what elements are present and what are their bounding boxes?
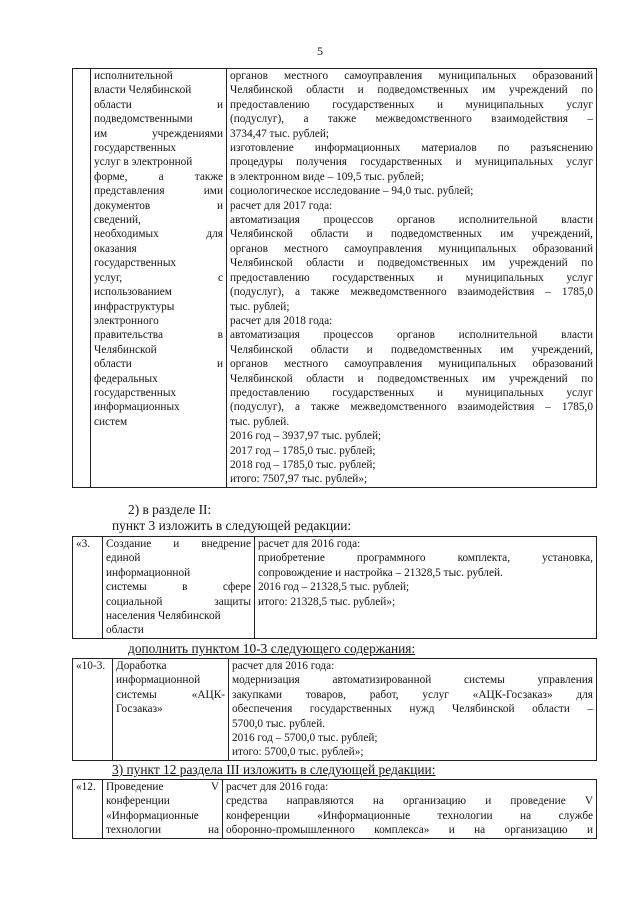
name-line: подведомственными [94,113,193,126]
calc-line: расчет для 2016 года: [226,781,329,793]
calc-line: итого: 5700,0 тыс. рублей»; [232,746,364,759]
table-1 [72,68,597,488]
table-row [73,780,597,839]
table-row [73,659,597,761]
table-4 [72,779,597,839]
table-2 [72,536,597,639]
calc-line: средства направляются на организацию и проведение V [226,795,593,808]
calc-line: органов местного самоуправления муниципальных образований [230,242,593,255]
name-line: Госзаказ» [116,703,163,716]
calc-line: итого: 21328,5 тыс. рублей»; [258,595,396,608]
calc-line: (подуслуг), а также межведомственного взаимодействия – 1785,0 [230,401,593,414]
calc-line: 5700,0 тыс. рублей. [232,717,326,730]
name-line: услуг в электронной [94,156,193,169]
num-cell [73,69,91,488]
name-line: электронного [94,314,159,327]
name-line: сведений, [94,214,141,227]
page-number: 5 [317,44,323,58]
name-line: области [106,624,144,637]
calc-line: предоставлению государственных и муниципальных услуг [230,271,593,284]
name-line: необходимых для [94,228,223,241]
name-line: Создание и внедрение [106,538,251,550]
calc-cell [229,659,597,761]
name-line: им учреждениями [94,127,223,140]
table-row [73,69,597,488]
name-line: единой [106,552,141,565]
name-line: Проведение V [106,781,219,793]
name-line: услуг, с [94,271,223,284]
name-line: использованием [94,286,172,299]
name-line: государственных [94,386,177,399]
add-point-instruction: дополнить пунктом 10-3 следующего содержания: [128,641,416,656]
calc-line: 2018 год – 1785,0 тыс. рублей; [230,458,376,471]
name-line: документов и [94,199,223,212]
calc-line: 2016 год – 21328,5 тыс. рублей; [258,581,410,594]
calc-line: предоставлению государственных и муниципальных услуг [230,98,593,111]
name-line: области и [94,98,223,111]
point-3-instruction: пункт 3 изложить в следующей редакции: [112,518,352,533]
name-cell [103,780,223,839]
calc-line: 2016 год – 5700,0 тыс. рублей; [232,732,378,745]
calc-line: конференции «Информационные технологии на службе [226,809,593,822]
calc-line: автоматизация процессов органов исполнительной власти [230,214,593,227]
name-line: системы в сфере [106,581,251,594]
calc-line: модернизация автоматизированной системы управления [232,674,593,687]
calc-line: расчет для 2016 года: [258,538,361,550]
name-line: населения Челябинской [106,610,221,623]
calc-line: в электронном виде – 109,5 тыс. рублей; [230,170,424,183]
calc-line: Челябинской области и подведомственных им учреждений, [230,228,593,241]
calc-line: Челябинской области и подведомственных им учреждений по [230,372,593,385]
name-line: государственных [94,257,177,270]
table-row [73,537,597,639]
point-12-instruction: 3) пункт 12 раздела III изложить в следующей редакции: [112,762,436,777]
calc-line: социологическое исследование – 94,0 тыс. рублей; [230,185,474,198]
calc-cell [223,780,597,839]
calc-cell [255,537,597,639]
name-line: информационной [116,674,201,687]
calc-line: процедуры получения государственных и муниципальных услуг [230,156,593,169]
calc-line: 3734,47 тыс. рублей; [230,127,330,140]
calc-line: Челябинской области и подведомственных им учреждений по [230,84,593,97]
name-line: федеральных [94,372,158,385]
name-line: представления ими [94,185,223,198]
calc-line: 2017 год – 1785,0 тыс. рублей; [230,444,376,457]
calc-line: Челябинской области и подведомственных им учреждений по [230,257,593,270]
calc-line: расчет для 2018 года: [230,314,333,327]
table-3 [72,658,597,761]
name-line: информационной [106,566,191,579]
name-line: власти Челябинской [94,84,192,97]
name-line: Доработка [116,660,167,672]
calc-line: приобретение программного комплекта, установка, [258,552,593,565]
calc-line: расчет для 2017 года: [230,199,333,212]
calc-line: тыс. рублей. [230,415,290,428]
calc-line: изготовление информационных материалов по разъяснению [230,142,593,155]
name-line: исполнительной [94,70,173,82]
calc-line: автоматизация процессов органов исполнительной власти [230,329,593,342]
num-cell: «12. [73,780,103,839]
num-cell: «10-3. [73,659,113,761]
name-line: государственных [94,142,177,155]
calc-line: Челябинской области и подведомственных им учреждений, [230,343,593,356]
section-2-heading: 2) в разделе II: [128,502,212,517]
name-line: инфраструктуры [94,300,175,313]
num-cell: «3. [73,537,103,639]
calc-line: оборонно-промышленного комплекса» и на организацию и [226,824,593,837]
calc-cell [227,69,597,488]
name-line: «Информационные [106,809,199,822]
name-cell [113,659,229,761]
calc-line: закупками товаров, работ, услуг «АЦК-Госзаказ» для [232,688,593,701]
name-line: конференции [106,795,170,808]
calc-line: предоставлению государственных и муниципальных услуг [230,386,593,399]
name-line: Челябинской [94,343,157,356]
name-line: технологии на [106,824,219,837]
name-line: систем [94,415,128,428]
name-cell [91,69,227,488]
name-line: информационных [94,401,180,414]
name-line: социальной защиты [106,595,251,608]
name-line: оказания [94,242,137,255]
calc-line: (подуслуг), а также межведомственного взаимодействия – [230,113,593,126]
calc-line: итого: 7507,97 тыс. рублей»; [230,473,368,486]
calc-line: расчет для 2016 года: [232,660,335,672]
calc-line: органов местного самоуправления муниципальных образований [230,358,593,371]
name-line: правительства в [94,329,223,342]
calc-line: тыс. рублей; [230,300,290,313]
calc-line: (подуслуг), а также межведомственного взаимодействия – 1785,0 [230,286,593,299]
calc-line: сопровождение и настройка – 21328,5 тыс. рублей. [258,566,503,579]
name-line: форме, а также [94,170,223,183]
calc-line: 2016 год – 3937,97 тыс. рублей; [230,430,382,443]
name-line: области и [94,358,223,371]
name-cell [103,537,255,639]
calc-line: органов местного самоуправления муниципальных образований [230,70,593,82]
name-line: системы «АЦК- [116,688,225,701]
calc-line: обеспечения государственных нужд Челябинской области – [232,703,593,716]
